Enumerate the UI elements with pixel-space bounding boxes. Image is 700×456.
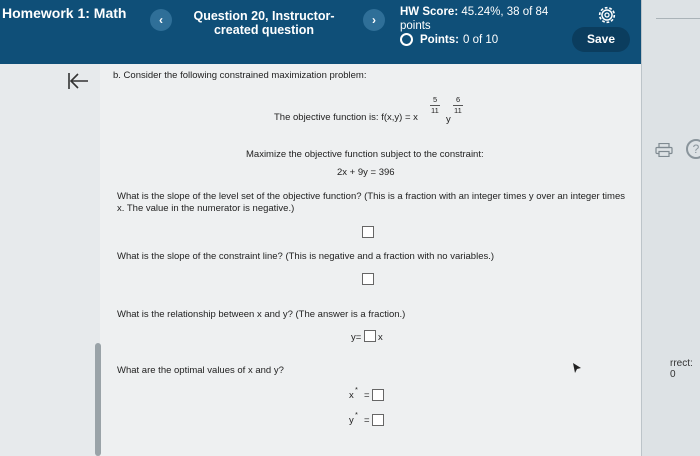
x-star-equals: = [364, 390, 370, 401]
y-star-label: y [349, 415, 354, 426]
chevron-right-icon: › [372, 13, 376, 27]
y-base: y [446, 114, 451, 125]
question-optimal-values: What are the optimal values of x and y? [117, 365, 284, 376]
answer-box-constraint-slope[interactable] [362, 273, 374, 285]
answer-box-y-star[interactable] [372, 414, 384, 426]
answer-box-x-star[interactable] [372, 389, 384, 401]
question-title: Question 20, Instructor-created question [193, 9, 335, 37]
printer-icon[interactable] [655, 143, 673, 157]
previous-question-button[interactable] [150, 9, 172, 31]
relationship-suffix: x [378, 332, 383, 343]
part-label: b. Consider the following constrained maximization problem: [113, 70, 367, 81]
objective-function-text: The objective function is: f(x,y) = x [274, 112, 418, 123]
hw-score [400, 5, 560, 33]
constraint-intro: Maximize the objective function subject to the constraint: [246, 149, 484, 160]
gear-icon[interactable] [596, 4, 618, 26]
y-exponent-denominator: 11 [454, 106, 462, 115]
hw-score-value: 45.24%, 38 of 84 points [400, 6, 549, 32]
hw-score-label: HW Score: [400, 6, 459, 18]
y-star-equals: = [364, 415, 370, 426]
correct-count: rrect: 0 [670, 358, 693, 380]
relationship-prefix: y= [351, 332, 362, 343]
question-constraint-slope: What is the slope of the constraint line? (This is negative and a fraction with no variables.) [117, 251, 495, 262]
x-exponent-numerator: 5 [433, 95, 438, 104]
constraint-equation: 2x + 9y = 396 [337, 167, 395, 178]
points-status [400, 33, 498, 46]
question-relationship: What is the relationship between x and y? (The answer is a fraction.) [117, 309, 406, 320]
homework-title: Homework 1: Math [2, 5, 127, 21]
left-margin [0, 64, 100, 456]
answer-box-level-set-slope[interactable] [362, 226, 374, 238]
question-level-set-slope: What is the slope of the level set of the objective function? (This is a fraction with an integer times y over an integer times x. The value in the numerator is negative.) [117, 191, 625, 214]
x-star-label: x [349, 390, 354, 401]
points-value: 0 of 10 [462, 33, 499, 46]
x-star-superscript: * [355, 385, 358, 394]
collapse-left-icon[interactable] [67, 72, 89, 90]
right-side-panel [641, 0, 700, 456]
next-question-button[interactable] [363, 9, 385, 31]
status-circle-icon [400, 33, 413, 46]
points-label: Points: [420, 33, 459, 46]
top-header-bar [0, 0, 700, 64]
chevron-left-icon: ‹ [159, 13, 163, 27]
panel-divider [656, 18, 700, 19]
scrollbar[interactable] [95, 343, 101, 456]
answer-box-relationship[interactable] [364, 330, 376, 342]
save-button[interactable]: Save [572, 27, 630, 52]
y-star-superscript: * [355, 410, 358, 419]
y-exponent-numerator: 6 [456, 95, 461, 104]
help-icon[interactable]: ? [686, 139, 700, 159]
x-exponent-denominator: 11 [431, 106, 439, 115]
mouse-cursor-icon [572, 363, 582, 373]
